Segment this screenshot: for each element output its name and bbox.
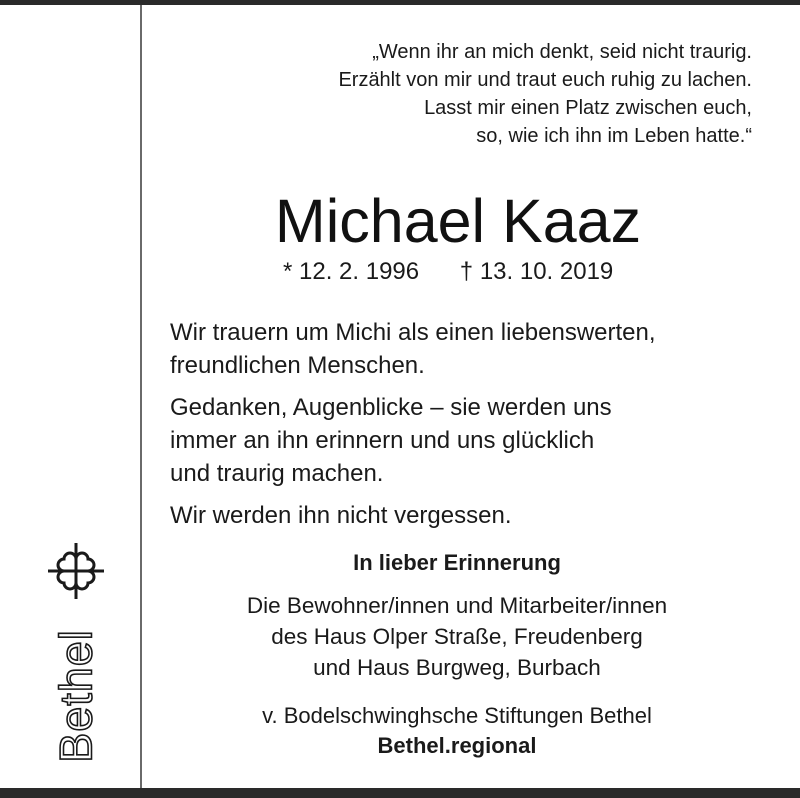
paragraph xyxy=(170,391,656,490)
organization-name: v. Bodelschwinghsche Stiftungen Bethel xyxy=(262,703,652,728)
signature-names xyxy=(247,590,667,683)
bottom-border xyxy=(0,788,800,798)
signature-line: Die Bewohner/innen und Mitarbeiter/innen xyxy=(246,593,668,618)
memorial-quote xyxy=(338,38,752,150)
quote-line: „Wenn ihr an mich denkt, seid nicht traurig. xyxy=(372,41,752,63)
bethel-logo-text: Bethel xyxy=(50,629,102,763)
text-line: freundlichen Menschen. xyxy=(170,352,425,379)
signature-line: des Haus Olper Straße, Freudenberg xyxy=(271,624,643,649)
paragraph xyxy=(170,499,656,532)
death-date: † 13. 10. 2019 xyxy=(459,258,614,285)
organization-short-name: Bethel.regional xyxy=(377,733,537,758)
text-line: immer an ihn erinnern und uns glücklich xyxy=(170,427,595,454)
text-line: Gedanken, Augenblicke – sie werden uns xyxy=(170,394,612,421)
quote-line: Lasst mir einen Platz zwischen euch, xyxy=(424,97,752,119)
text-line: und traurig machen. xyxy=(170,460,384,487)
paragraph xyxy=(170,316,656,382)
quote-line: so, wie ich ihn im Leben hatte.“ xyxy=(476,125,752,147)
mourning-text xyxy=(170,316,656,541)
life-dates xyxy=(283,257,613,287)
bethel-cross-icon xyxy=(47,542,105,600)
text-line: Wir werden ihn nicht vergessen. xyxy=(170,502,512,529)
signature-heading: In lieber Erinnerung xyxy=(353,550,561,575)
signature-organization xyxy=(262,701,652,761)
text-line: Wir trauern um Michi als einen liebenswerten, xyxy=(170,319,656,346)
deceased-name: Michael Kaaz xyxy=(274,187,642,255)
signature-line: und Haus Burgweg, Burbach xyxy=(313,655,601,680)
sidebar-divider xyxy=(140,5,142,788)
top-border xyxy=(0,0,800,5)
birth-date: * 12. 2. 1996 xyxy=(283,258,420,285)
quote-line: Erzählt von mir und traut euch ruhig zu lachen. xyxy=(338,69,752,91)
